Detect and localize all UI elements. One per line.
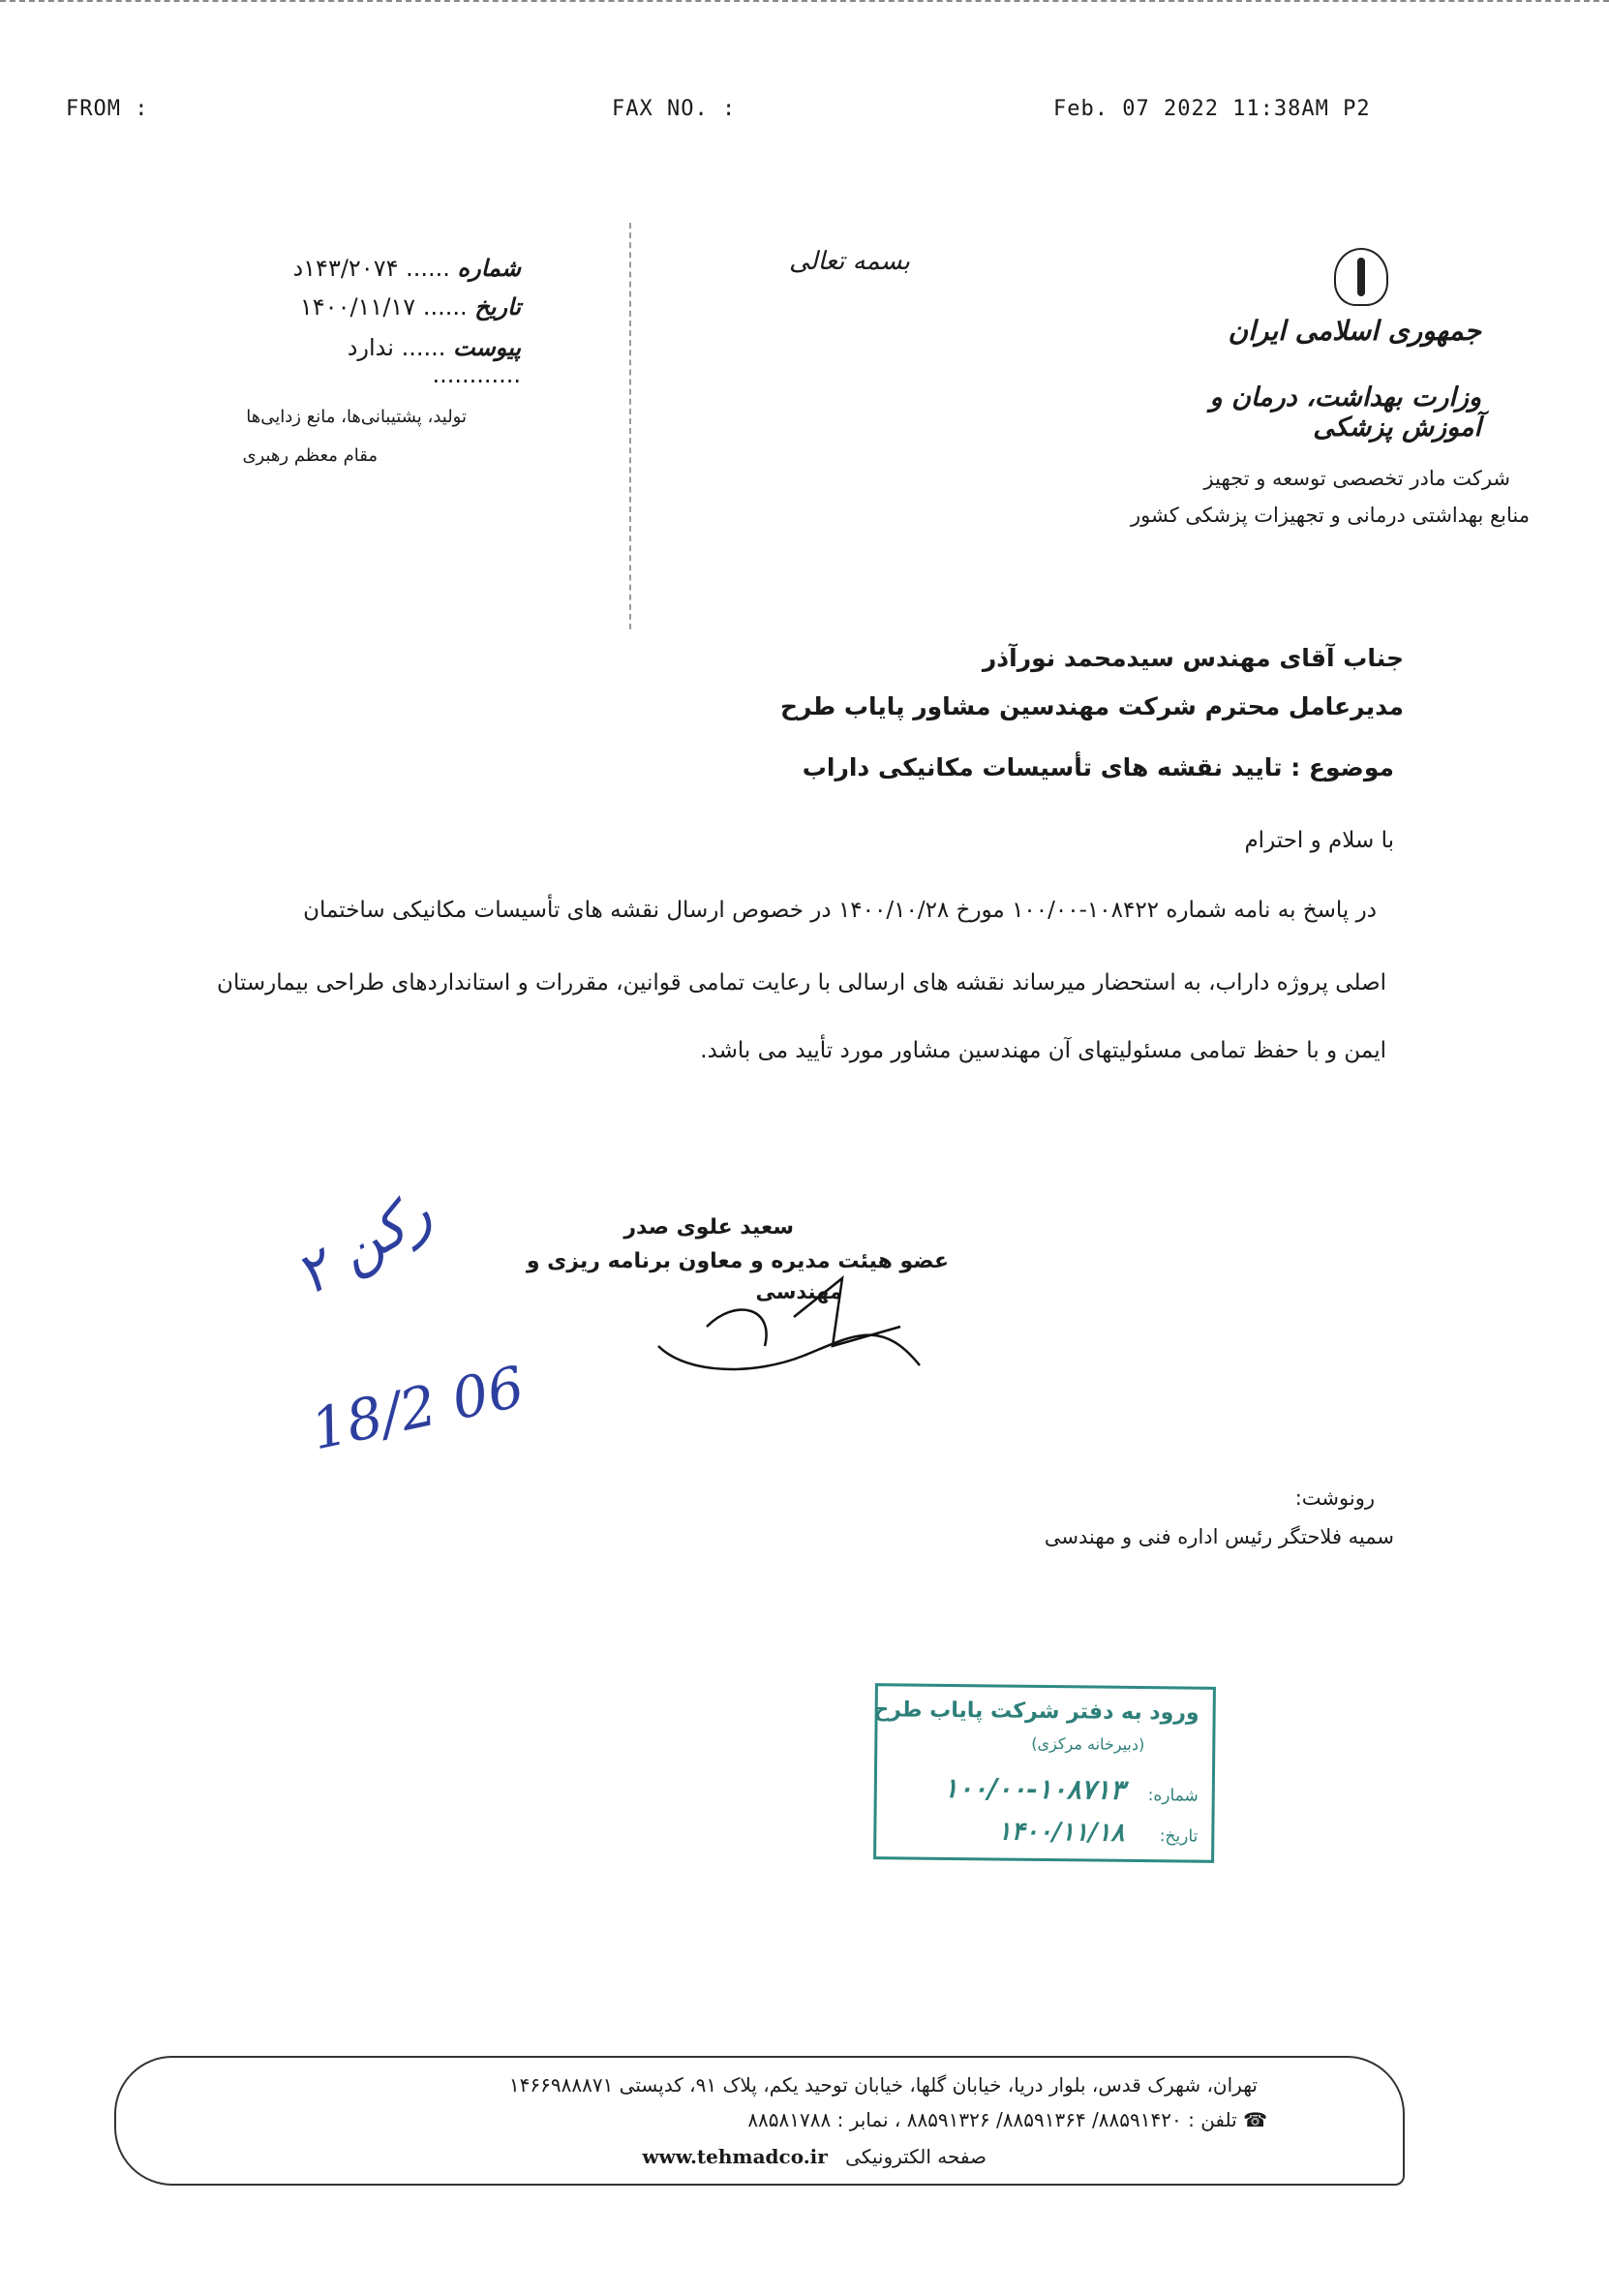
letterhead-republic: جمهوری اسلامی ایران	[1228, 315, 1481, 347]
slogan-line-1: تولید، پشتیبانی‌ها، مانع زدایی‌ها	[246, 407, 467, 427]
letter-date-label: تاریخ	[474, 292, 521, 321]
signatory-name: سعید علوی صدر	[623, 1215, 794, 1240]
fold-mark	[629, 223, 631, 629]
cc-label: رونوشت:	[1294, 1486, 1375, 1510]
footer-web-label: صفحه الکترونیکی	[845, 2145, 987, 2168]
stamp-date-value: ۱۴۰۰/۱۱/۱۸	[997, 1817, 1125, 1848]
signature-scribble	[649, 1259, 939, 1385]
footer-website[interactable]: www.tehmadco.ir	[642, 2145, 828, 2168]
letter-attachment: پیوست ...... ندارد ............	[347, 333, 521, 388]
signatory-title: عضو هیئت مدیره و معاون برنامه ریزی و	[526, 1249, 949, 1273]
body-line-2: اصلی پروژه داراب، به استحضار میرساند نقشه های ارسالی با رعایت تمامی قوانین، مقررات و استانداردهای طراحی بیمارستان	[217, 970, 1386, 995]
footer-address-text: تهران، شهرک قدس، بلوار دریا، خیابان گلها، خیابان توحید یکم، پلاک ۹۱، کدپستی ۱۴۶۶۹۸۸۸۷۱	[508, 2073, 1258, 2097]
fax-top-border	[0, 0, 1609, 5]
fax-datetime: Feb. 07 2022 11:38AM P2	[1053, 97, 1371, 121]
company-line-2: منابع بهداشتی درمانی و تجهیزات پزشکی کشور	[1131, 504, 1530, 527]
letter-attachment-value: ندارد	[347, 334, 394, 361]
footer-web	[642, 2145, 987, 2168]
letterhead-ministry: وزارت بهداشت، درمان و آموزش پزشکی	[1209, 383, 1481, 443]
invocation: بسمه تعالی	[789, 247, 910, 276]
handwritten-note: رکن ۲	[284, 1179, 442, 1308]
stamp-title: ورود به دفتر شرکت پایاب طرح	[873, 1698, 1199, 1726]
iran-emblem-icon	[1334, 248, 1388, 306]
letter-number-label: شماره	[457, 254, 521, 282]
stamp-date-label: تاریخ:	[1159, 1826, 1199, 1847]
company-line-1: شرکت مادر تخصصی توسعه و تجهیز	[1203, 467, 1510, 490]
phone-icon: ☎	[1236, 2108, 1267, 2131]
footer-box	[114, 2056, 1405, 2186]
recipient-name: جناب آقای مهندس سیدمحمد نورآذر	[982, 644, 1404, 672]
footer-phone-text: تلفن : ۸۸۵۹۱۴۲۰/ ۸۸۵۹۱۳۶۴/ ۸۸۵۹۱۳۲۶ ، نمابر : ۸۸۵۸۱۷۸۸	[747, 2108, 1237, 2131]
cc-line-1: سمیه فلاحتگر رئیس اداره فنی و مهندسی	[1044, 1525, 1394, 1548]
letter-subject: موضوع : تایید نقشه های تأسیسات مکانیکی داراب	[802, 753, 1394, 781]
fax-number: FAX NO. :	[612, 97, 737, 121]
letter-number: شماره ...... ۱۴۳/۲۰۷۴د	[292, 254, 521, 282]
recipient-title: مدیرعامل محترم شرکت مهندسین مشاور پایاب طرح	[780, 692, 1404, 720]
footer-phone	[747, 2108, 1267, 2131]
receipt-stamp	[873, 1683, 1216, 1863]
footer-address	[509, 2073, 1258, 2097]
fax-from: FROM :	[66, 97, 149, 121]
slogan-line-2: مقام معظم رهبری	[242, 445, 378, 466]
body-line-3: ایمن و با حفظ تمامی مسئولیتهای آن مهندسین مشاور مورد تأیید می باشد.	[700, 1038, 1386, 1063]
body-line-1: در پاسخ به نامه شماره ۱۰۸۴۲۲-۱۰۰/۰۰ مورخ ۱۴۰۰/۱۰/۲۸ در خصوص ارسال نقشه های تأسیسات مکانیکی ساختمان	[303, 898, 1377, 923]
letter-date: تاریخ ...... ۱۴۰۰/۱۱/۱۷	[299, 292, 521, 321]
handwritten-number: 18/2 06	[305, 1353, 531, 1463]
stamp-number-value: ۱۰۰/۰۰-۱۰۸۷۱۳	[943, 1771, 1125, 1806]
letter-number-value: ۱۴۳/۲۰۷۴د	[292, 255, 399, 282]
stamp-number-label: شماره:	[1147, 1786, 1199, 1806]
signatory-title-2: مهندسی	[755, 1280, 842, 1303]
letter-date-value: ۱۴۰۰/۱۱/۱۷	[299, 293, 416, 321]
stamp-subtitle: (دبیرخانه مرکزی)	[1031, 1733, 1145, 1755]
greeting: با سلام و احترام	[1244, 828, 1394, 853]
letter-attachment-label: پیوست	[453, 333, 521, 361]
